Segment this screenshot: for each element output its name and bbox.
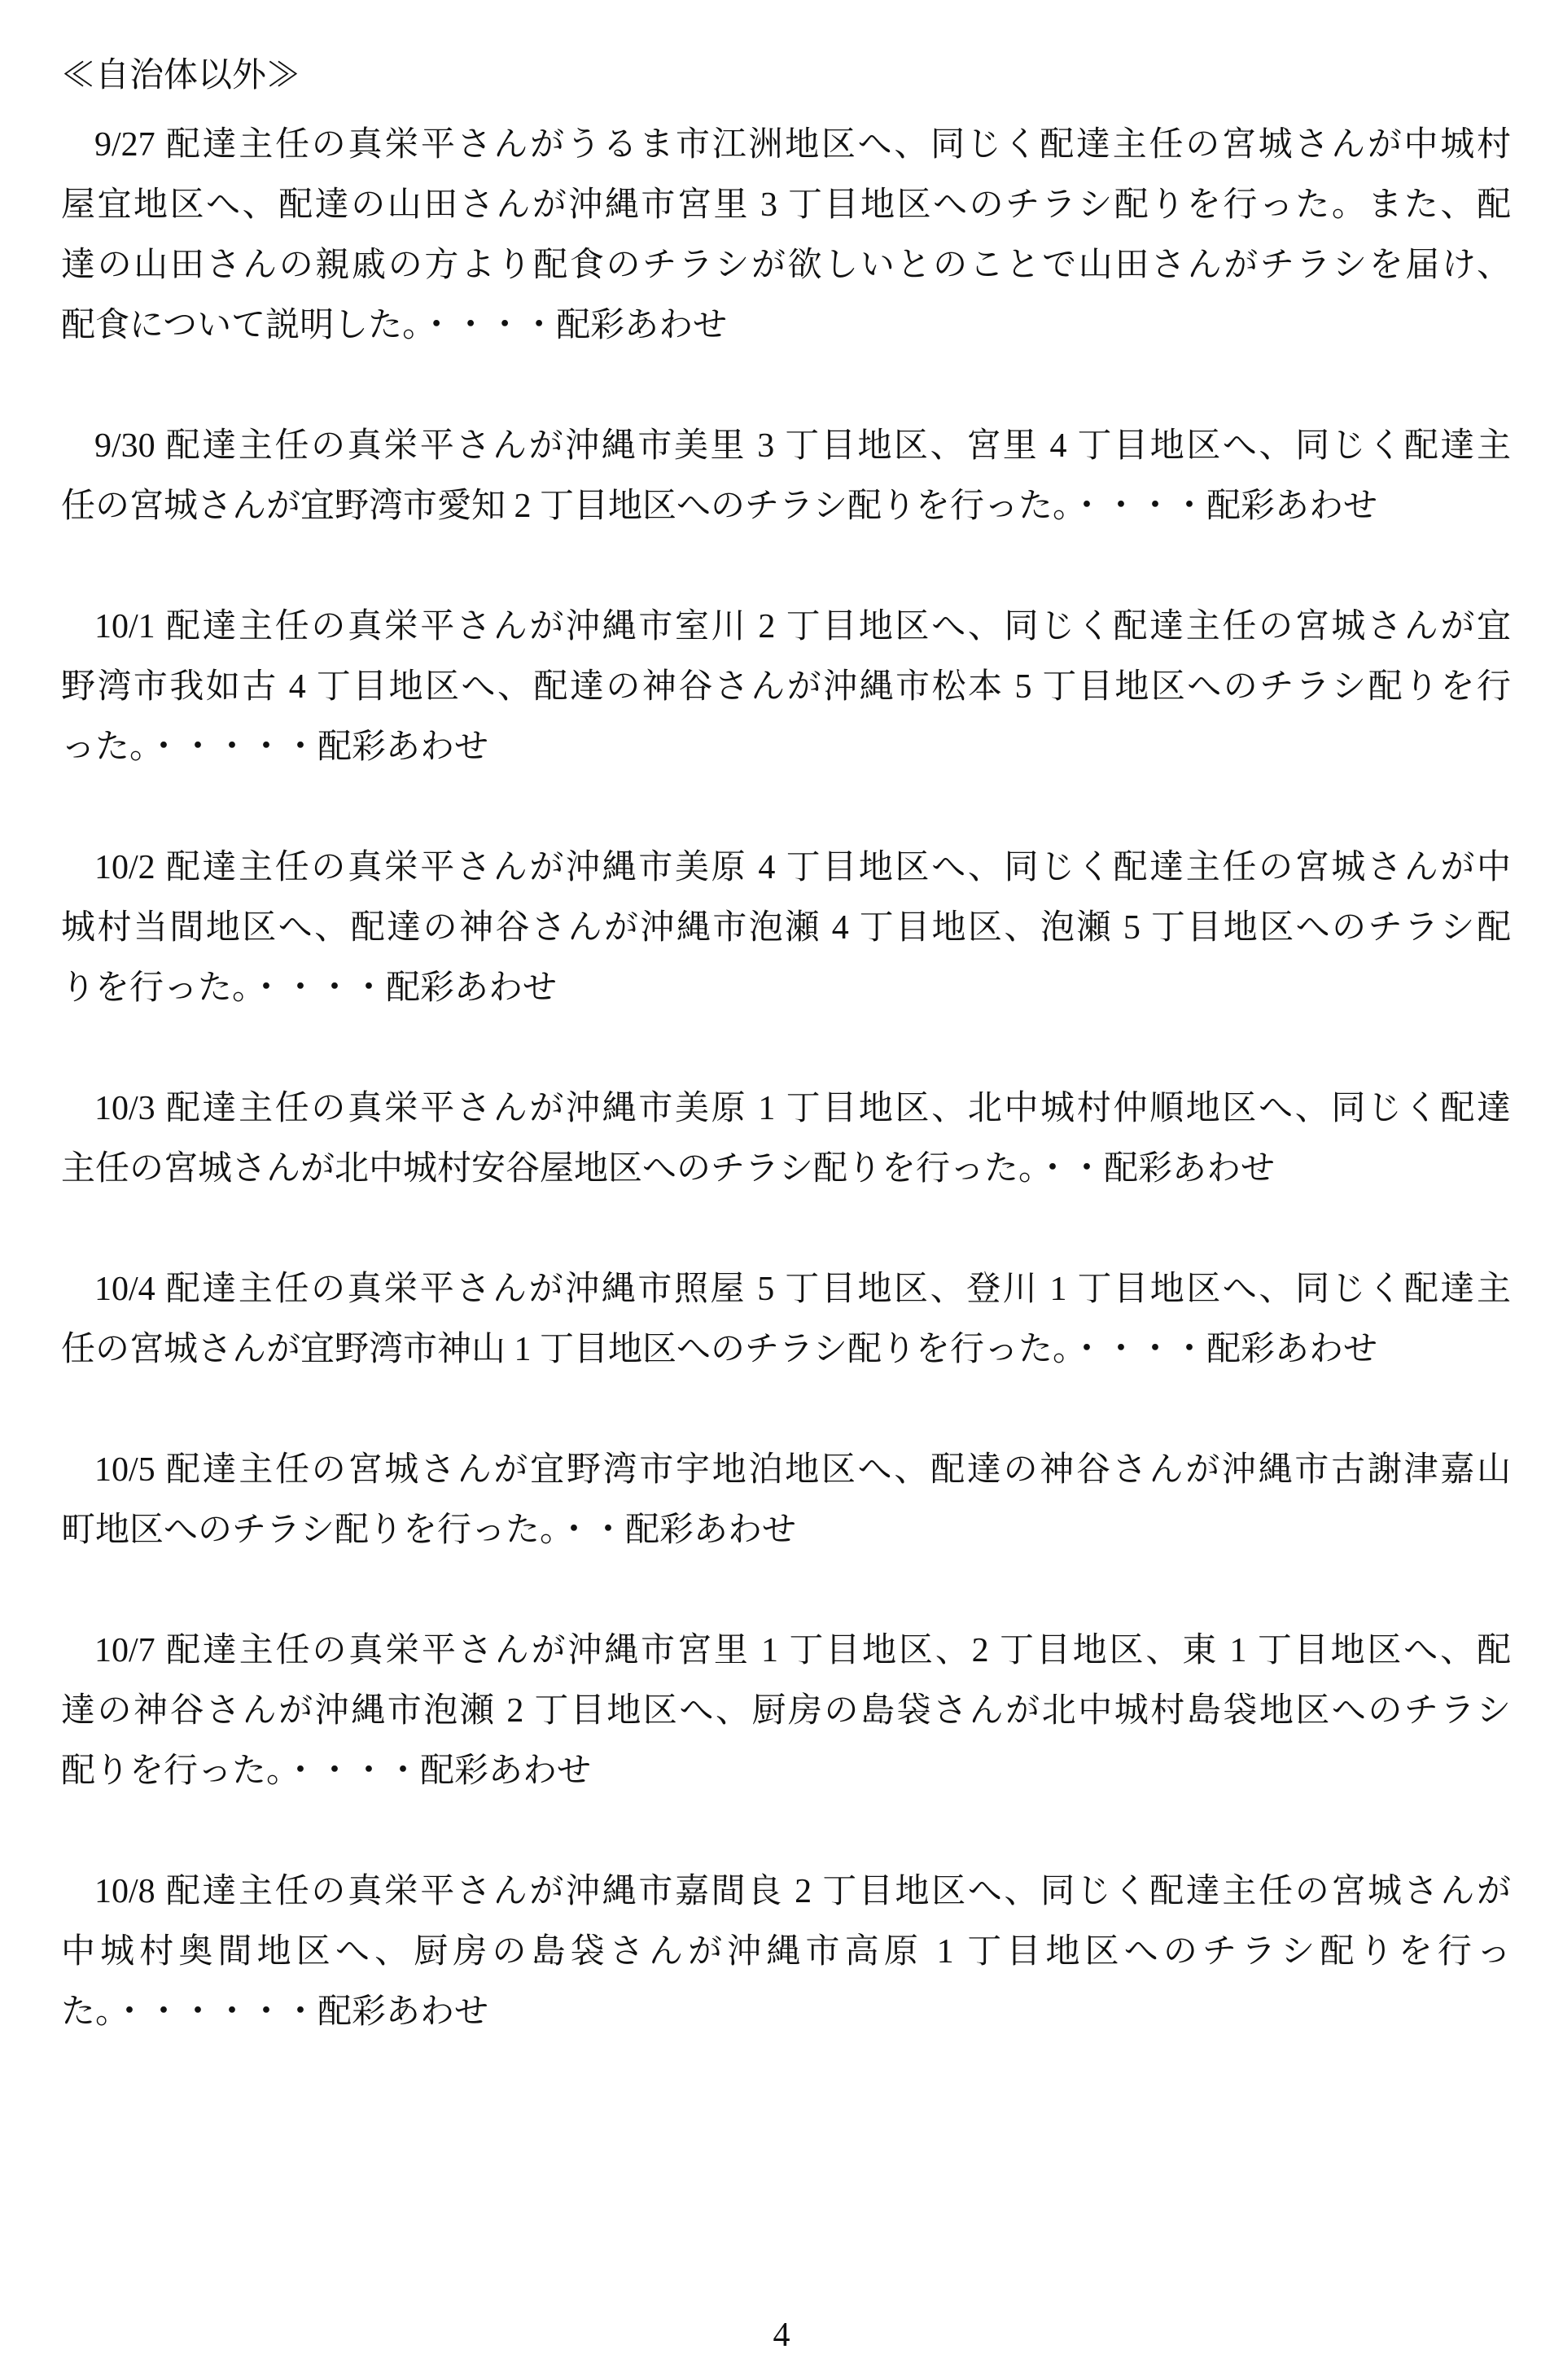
entry-line: 町地区へのチラシ配りを行った。・・配彩あわせ [61, 1512, 797, 1549]
log-entry [61, 597, 1511, 777]
page-number: 4 [773, 2317, 790, 2354]
entry-line: 屋宜地区へ、配達の山田さんが沖縄市宮里 3 丁目地区へのチラシ配りを行った。また、配 [61, 186, 1511, 224]
entry-line: 配りを行った。・・・・配彩あわせ [61, 1752, 592, 1790]
entry-line: 配食について説明した。・・・・配彩あわせ [61, 307, 728, 344]
document-body [61, 46, 1511, 2102]
entry-line: 中城村奥間地区へ、厨房の島袋さんが沖縄市高原 1 丁目地区へのチラシ配りを行っ [61, 1933, 1511, 1971]
entry-line: 9/27 配達主任の真栄平さんがうるま市江洲地区へ、同じく配達主任の宮城さんが中城村 [94, 126, 1511, 164]
entry-line: 城村当間地区へ、配達の神谷さんが沖縄市泡瀬 4 丁目地区、泡瀬 5 丁目地区へのチラシ配 [61, 909, 1511, 947]
entry-line: 10/2 配達主任の真栄平さんが沖縄市美原 4 丁目地区へ、同じく配達主任の宮城さんが中 [94, 849, 1511, 886]
entry-line: 10/7 配達主任の真栄平さんが沖縄市宮里 1 丁目地区、2 丁目地区、東 1 丁目地区へ、配 [94, 1632, 1511, 1669]
entry-line: 9/30 配達主任の真栄平さんが沖縄市美里 3 丁目地区、宮里 4 丁目地区へ、同じく配達主 [94, 427, 1511, 465]
entry-line: 任の宮城さんが宜野湾市愛知 2 丁目地区へのチラシ配りを行った。・・・・配彩あわせ [61, 488, 1378, 525]
log-entry [61, 115, 1511, 356]
log-entry [61, 1440, 1511, 1560]
entry-line: 10/1 配達主任の真栄平さんが沖縄市室川 2 丁目地区へ、同じく配達主任の宮城さんが宜 [94, 608, 1511, 645]
log-entry [61, 838, 1511, 1018]
section-heading: ≪自治体以外≫ [61, 57, 301, 94]
entry-line: 達の神谷さんが沖縄市泡瀬 2 丁目地区へ、厨房の島袋さんが北中城村島袋地区へのチラシ [61, 1692, 1511, 1730]
entry-line: った。・・・・・配彩あわせ [61, 728, 489, 766]
entry-line: 10/3 配達主任の真栄平さんが沖縄市美原 1 丁目地区、北中城村仲順地区へ、同じく配達 [94, 1090, 1511, 1127]
entry-line: 野湾市我如古 4 丁目地区へ、配達の神谷さんが沖縄市松本 5 丁目地区へのチラシ配りを行 [61, 668, 1511, 706]
log-entry [61, 1078, 1511, 1199]
entry-line: 10/4 配達主任の真栄平さんが沖縄市照屋 5 丁目地区、登川 1 丁目地区へ、同じく配達主 [94, 1271, 1511, 1308]
entry-line: 主任の宮城さんが北中城村安谷屋地区へのチラシ配りを行った。・・配彩あわせ [61, 1150, 1276, 1188]
log-entry [61, 1621, 1511, 1801]
entry-line: 10/5 配達主任の宮城さんが宜野湾市宇地泊地区へ、配達の神谷さんが沖縄市古謝津嘉山 [94, 1451, 1511, 1489]
entry-line: りを行った。・・・・配彩あわせ [61, 969, 558, 1007]
log-entry [61, 1259, 1511, 1380]
entry-line: 任の宮城さんが宜野湾市神山 1 丁目地区へのチラシ配りを行った。・・・・配彩あわせ [61, 1331, 1378, 1368]
entry-line: た。・・・・・・配彩あわせ [61, 1993, 489, 2031]
log-entry [61, 1862, 1511, 2042]
log-entry [61, 416, 1511, 536]
entry-line: 達の山田さんの親戚の方より配食のチラシが欲しいとのことで山田さんがチラシを届け、 [61, 247, 1511, 284]
entry-line: 10/8 配達主任の真栄平さんが沖縄市嘉間良 2 丁目地区へ、同じく配達主任の宮城さんが [94, 1873, 1511, 1910]
